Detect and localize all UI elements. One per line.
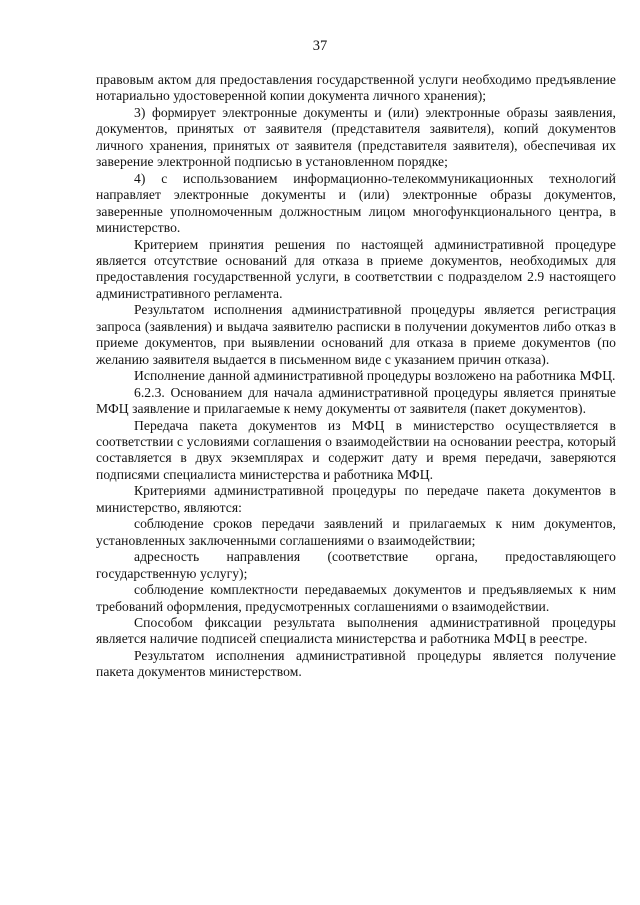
paragraph-final-result: Результатом исполнения административной процедуры является получение пакета документов министерством.: [96, 647, 616, 680]
paragraph-procedure-result: Результатом исполнения административной процедуры является регистрация запроса (заявления) и выдача заявителю расписки в получении документов либо отказ в приеме документов, при выявлении оснований для отказа в приеме документов (по желанию заявителя выдается в письменном виде с указанием причин отказа).: [96, 302, 616, 367]
paragraph-transfer-criteria: Критериями административной процедуры по передаче пакета документов в министерство, являются:: [96, 483, 616, 515]
paragraph-package-transfer: Передача пакета документов из МФЦ в министерство осуществляется в соответствии с условиями соглашения о взаимодействии на основании реестра, который составляется в двух экземплярах и содержит дату и время передачи, заверяются подписями специалиста министерства и работника МФЦ.: [96, 417, 616, 482]
paragraph-fixation-method: Способом фиксации результата выполнения административной процедуры является наличие подписей специалиста министерства и работника МФЦ в реестре.: [96, 614, 616, 647]
paragraph-decision-criterion: Критерием принятия решения по настоящей административной процедуре является отсутствие оснований для отказа в приеме документов, необходимых для предоставления государственной услуги, в соответствии с подразделом 2.9 настоящего административного регламента.: [96, 236, 616, 301]
paragraph-item-3: 3) формирует электронные документы и (или) электронные образы заявления, документов, принятых от заявителя (представителя заявителя), копий документов личного хранения, принятых от заявителя (представителя заявителя), обеспечивая их заверение электронной подписью в установленном порядке;: [96, 104, 616, 170]
document-body: [96, 72, 616, 681]
paragraph-continuation: правовым актом для предоставления государственной услуги необходимо предъявление нотариально удостоверенной копии документа личного хранения);: [96, 72, 616, 104]
page-number: 37: [312, 38, 328, 54]
paragraph-item-4: 4) с использованием информационно-телекоммуникационных технологий направляет электронные документы и (или) электронные образы документов, заверенные уполномоченным должностным лицом многофункционального центра, в министерство.: [96, 170, 616, 236]
paragraph-criterion-addressing: адресность направления (соответствие органа, предоставляющего государственную услугу);: [96, 549, 616, 581]
paragraph-section-6-2-3: 6.2.3. Основанием для начала административной процедуры является принятые МФЦ заявление и прилагаемые к нему документы от заявителя (пакет документов).: [96, 384, 616, 417]
paragraph-criterion-completeness: соблюдение комплектности передаваемых документов и предъявляемых к ним требований оформления, предусмотренных соглашениями о взаимодействии.: [96, 582, 616, 614]
paragraph-procedure-executor: Исполнение данной административной процедуры возложено на работника МФЦ.: [134, 368, 616, 384]
paragraph-criterion-deadlines: соблюдение сроков передачи заявлений и прилагаемых к ним документов, установленных заключенными соглашениями о взаимодействии;: [96, 516, 616, 548]
